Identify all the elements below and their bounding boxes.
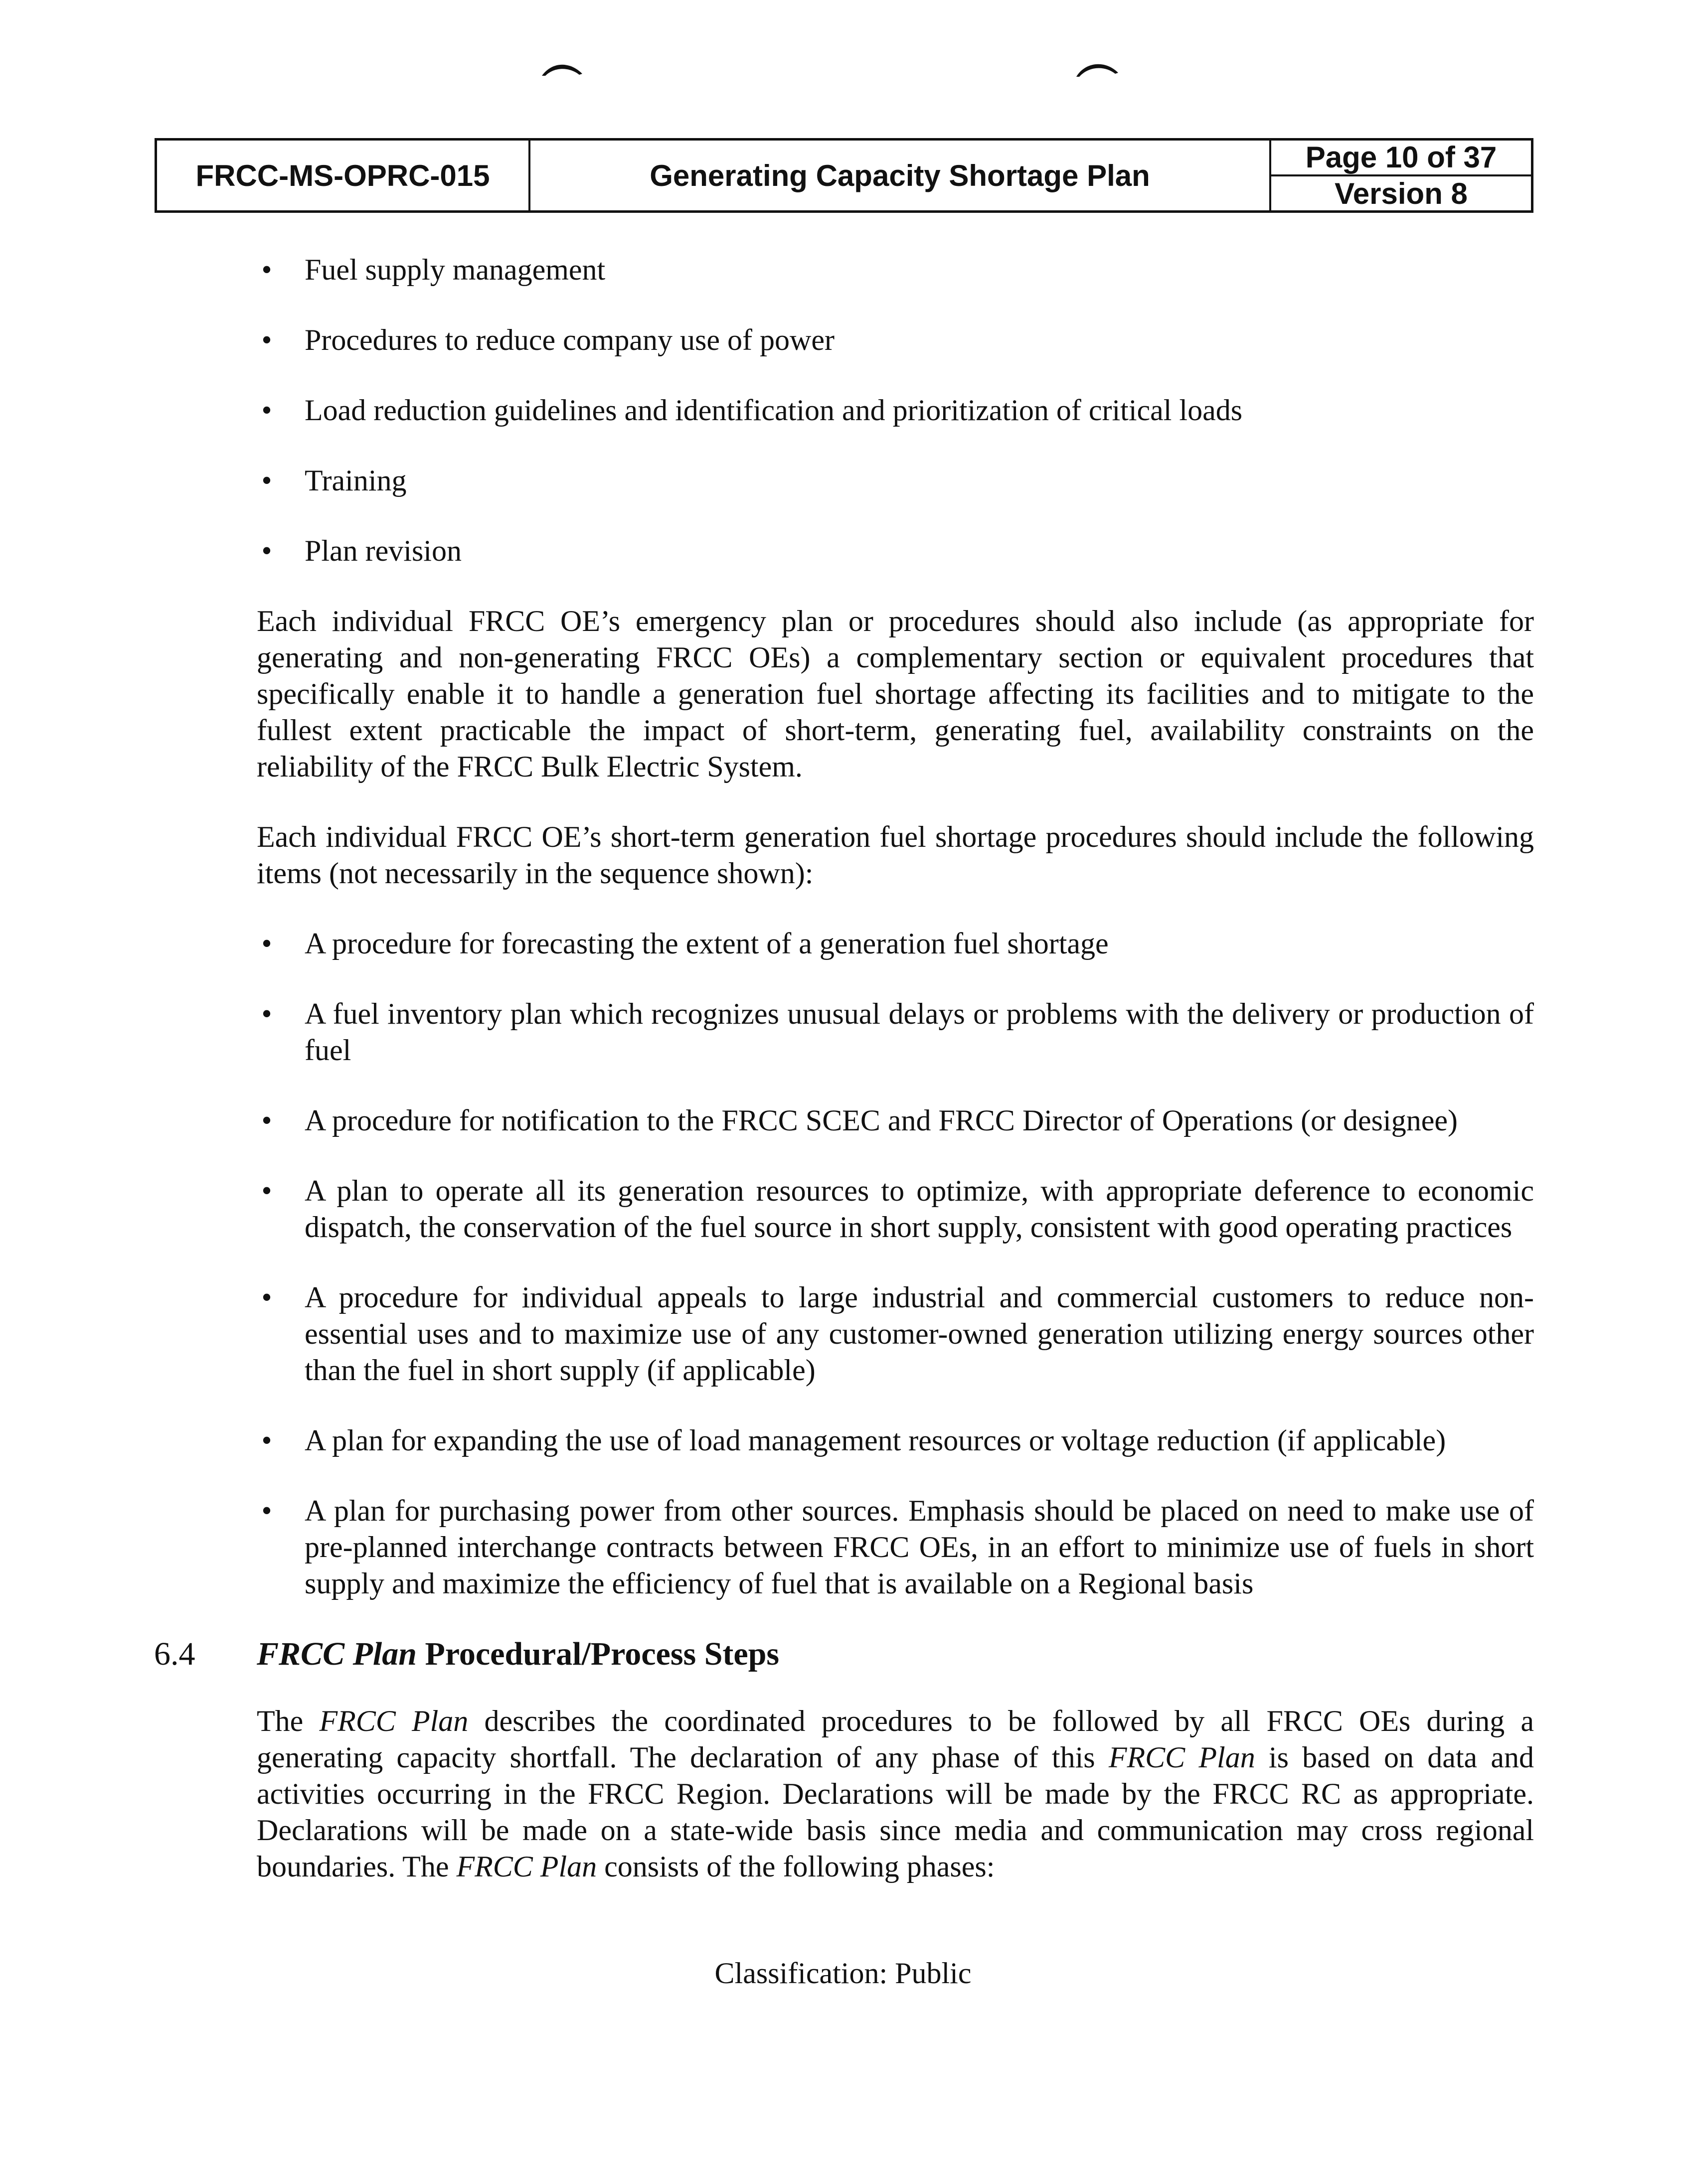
bullet-icon: • (261, 927, 272, 960)
paragraph-emergency-plan: Each individual FRCC OE’s emergency plan or procedures should also include (as appropriate for generating and non-generating FRCC OEs) a complementary section or equivalent procedures that specifically enable it to handle a generation fuel shortage affecting its facilities and to mitigate to the fullest extent practicable the impact of short-term, generating fuel, availability constraints on the reliability of the FRCC Bulk Electric System. (257, 605, 1534, 783)
list-item (257, 392, 1534, 429)
section-title-rest: Procedural/Process Steps (416, 1636, 780, 1672)
list-item-text: A plan for expanding the use of load management resources or voltage reduction (if applicable) (305, 1424, 1446, 1457)
list-item-text: Plan revision (305, 534, 462, 567)
list-item (257, 463, 1534, 499)
list-item-text: A plan for purchasing power from other sources. Emphasis should be placed on need to make use of pre-planned interchange contracts between FRCC OEs, in an effort to minimize use of fuels in short supply and maximize the efficiency of fuel that is available on a Regional basis (305, 1494, 1534, 1600)
classification-footer: Classification: Public (714, 1957, 972, 1990)
bullet-icon: • (261, 1174, 272, 1207)
bullet-icon: • (261, 1424, 272, 1457)
version-label: Version 8 (1335, 177, 1468, 210)
bullet-icon: • (261, 1494, 272, 1527)
text-run: consists of the following phases: (597, 1850, 995, 1883)
text-run-italic: FRCC Plan (1108, 1741, 1255, 1774)
list-item-text: A procedure for forecasting the extent of a generation fuel shortage (305, 927, 1109, 960)
text-run: is based on data and activities occurring in the FRCC Region. Declarations will be made by the FRCC RC as appropriate. Declarations will be made on a state-wide basis since media and communication may cross regional boundaries. The (257, 1741, 1534, 1883)
bullet-icon: • (261, 1281, 272, 1314)
list-item-text: Load reduction guidelines and identification and prioritization of critical loads (305, 394, 1243, 427)
paragraph-frcc-plan (257, 1703, 1534, 1885)
bullet-icon: • (261, 534, 272, 567)
list-item (257, 1422, 1534, 1459)
document-id: FRCC-MS-OPRC-015 (157, 141, 530, 210)
bullet-list-plan-elements (257, 252, 1534, 569)
list-item (257, 322, 1534, 358)
text-run-italic: FRCC Plan (319, 1705, 469, 1737)
list-item (257, 996, 1534, 1069)
bullet-list-fuel-procedures (257, 926, 1534, 1602)
list-item-text: A procedure for notification to the FRCC SCEC and FRCC Director of Operations (or designee) (305, 1104, 1458, 1137)
punch-mark-left (539, 59, 584, 79)
text-run: describes the coordinated procedures to be followed by all FRCC OEs during a generating capacity shortfall. The declaration of any phase of this (257, 1705, 1534, 1774)
document-header (155, 138, 1533, 213)
page-number: Page 10 of 37 (1271, 140, 1531, 176)
document-body (154, 252, 1534, 1919)
list-item-text: A procedure for individual appeals to large industrial and commercial customers to reduce non-essential uses and to maximize use of any customer-owned generation utilizing energy sources other than the fuel in short supply (if applicable) (305, 1281, 1534, 1387)
list-item (257, 1102, 1534, 1139)
bullet-icon: • (261, 253, 272, 286)
section-title-italic: FRCC Plan (257, 1636, 417, 1672)
list-item (257, 252, 1534, 288)
bullet-icon: • (261, 394, 272, 427)
bullet-icon: • (261, 1104, 272, 1137)
list-item (257, 926, 1534, 962)
punch-mark-right (1074, 59, 1119, 79)
bullet-icon: • (261, 323, 272, 356)
list-item-text: Training (305, 464, 407, 497)
document-title: Generating Capacity Shortage Plan (530, 141, 1271, 210)
list-item (257, 1493, 1534, 1602)
list-item-text: A plan to operate all its generation resources to optimize, with appropriate deference to economic dispatch, the conservation of the fuel source in short supply, consistent with good operating practices (305, 1174, 1534, 1244)
section-heading (154, 1636, 1534, 1672)
paragraph-fuel-shortage-procedures: Each individual FRCC OE’s short-term generation fuel shortage procedures should include the following items (not necessarily in the sequence shown): (257, 820, 1534, 890)
text-run-italic: FRCC Plan (456, 1850, 597, 1883)
bullet-icon: • (261, 997, 272, 1030)
list-item-text: Fuel supply management (305, 253, 606, 286)
text-run: The (257, 1705, 320, 1737)
list-item (257, 1279, 1534, 1389)
list-item-text: A fuel inventory plan which recognizes unusual delays or problems with the delivery or production of fuel (305, 997, 1534, 1067)
section-number: 6.4 (154, 1636, 195, 1672)
list-item-text: Procedures to reduce company use of power (305, 323, 835, 356)
list-item (257, 533, 1534, 569)
bullet-icon: • (261, 464, 272, 497)
list-item (257, 1173, 1534, 1246)
document-meta (1271, 141, 1531, 210)
